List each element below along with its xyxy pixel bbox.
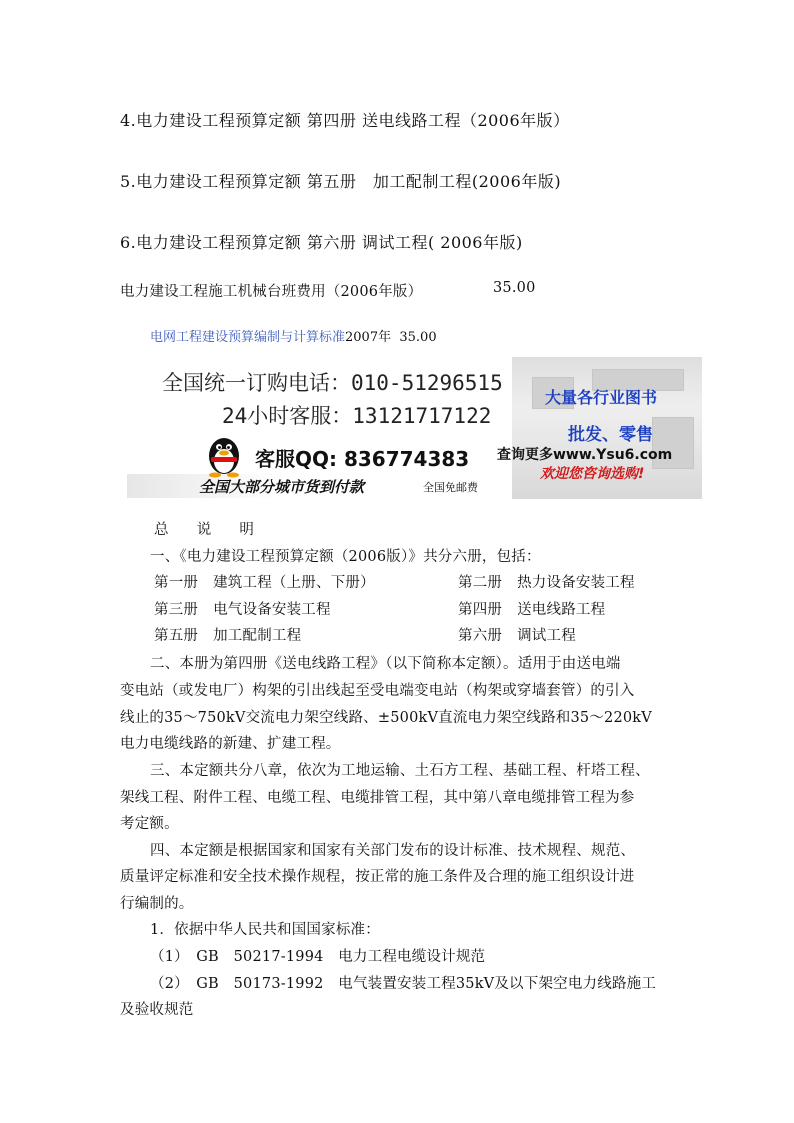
volume-1: 第一册 建筑工程（上册、下册） xyxy=(154,575,375,591)
explanation-p2-line3: 线止的35～750kV交流电力架空线路、±500kV直流电力架空线路和35～220kV xyxy=(120,710,652,726)
explanation-p4-line1: 四、本定额是根据国家和国家有关部门发布的设计标准、技术规程、规范、 xyxy=(150,843,636,859)
banner-more-link[interactable]: 查询更多www.Ysu6.com xyxy=(497,447,673,463)
banner-welcome: 欢迎您咨询选购! xyxy=(540,466,645,482)
explanation-p2-line1: 二、本册为第四册《送电线路工程》（以下简称本定额）。适用于由送电端 xyxy=(150,656,621,672)
explanation-p2-line4: 电力电缆线路的新建、扩建工程。 xyxy=(120,736,341,752)
standard-2-cont: 及验收规范 xyxy=(120,1002,194,1018)
banner-qq: 客服QQ: 836774383 xyxy=(255,447,470,471)
banner-hotline: 全国统一订购电话：010-51296515 xyxy=(162,371,503,395)
explanation-p5: 1．依据中华人民共和国国家标准： xyxy=(150,922,380,938)
grid-standard-price: 35.00 xyxy=(399,330,437,345)
volume-6: 第六册 调试工程 xyxy=(458,628,576,644)
banner-wholesale: 批发、零售 xyxy=(568,425,653,445)
explanation-p3-line1: 三、本定额共分八章，依次为工地运输、土石方工程、基础工程、杆塔工程、 xyxy=(150,763,650,779)
banner-24h-service: 24小时客服：13121717122 xyxy=(222,404,492,428)
volume-4: 第四册 送电线路工程 xyxy=(458,602,606,618)
explanation-p2-line2: 变电站（或发电厂）构架的引出线起至受电端变电站（构架或穿墙套管）的引入 xyxy=(120,683,635,699)
explanation-title: 总 说 明 xyxy=(154,522,255,538)
explanation-p3-line3: 考定额。 xyxy=(120,816,179,832)
heading-volume-5: 5.电力建设工程预算定额 第五册 加工配制工程(2006年版) xyxy=(120,172,562,191)
heading-volume-6: 6.电力建设工程预算定额 第六册 调试工程( 2006年版) xyxy=(120,233,523,252)
volume-2: 第二册 热力设备安装工程 xyxy=(458,575,635,591)
grid-standard-year: 2007年 xyxy=(345,330,392,345)
explanation-p4-line2: 质量评定标准和安全技术操作规程，按正常的施工条件及合理的施工组织设计进 xyxy=(120,869,635,885)
machine-cost-price: 35.00 xyxy=(493,280,536,296)
qq-penguin-icon xyxy=(202,432,246,478)
explanation-p4-line3: 行编制的。 xyxy=(120,896,194,912)
machine-cost-label: 电力建设工程施工机械台班费用（2006年版） xyxy=(120,284,423,300)
ad-banner[interactable] xyxy=(127,357,702,499)
volume-3: 第三册 电气设备安装工程 xyxy=(154,602,331,618)
standard-1: （1） GB 50217-1994 电力工程电缆设计规范 xyxy=(150,949,486,965)
heading-volume-4: 4.电力建设工程预算定额 第四册 送电线路工程（2006年版） xyxy=(120,111,570,130)
banner-cod: 全国大部分城市货到付款 xyxy=(199,478,365,496)
explanation-p3-line2: 架线工程、附件工程、电缆工程、电缆排管工程，其中第八章电缆排管工程为参 xyxy=(120,790,635,806)
volume-5: 第五册 加工配制工程 xyxy=(154,628,302,644)
banner-books: 大量各行业图书 xyxy=(545,388,658,407)
banner-free-post: 全国免邮费 xyxy=(423,481,478,494)
standard-2: （2） GB 50173-1992 电气装置安装工程35kV及以下架空电力线路施工 xyxy=(150,976,657,992)
grid-standard-link[interactable]: 电网工程建设预算编制与计算标准 xyxy=(150,330,346,345)
grid-standard-line xyxy=(150,326,437,345)
explanation-p1: 一、《电力建设工程预算定额（2006版）》共分六册，包括： xyxy=(150,549,541,565)
